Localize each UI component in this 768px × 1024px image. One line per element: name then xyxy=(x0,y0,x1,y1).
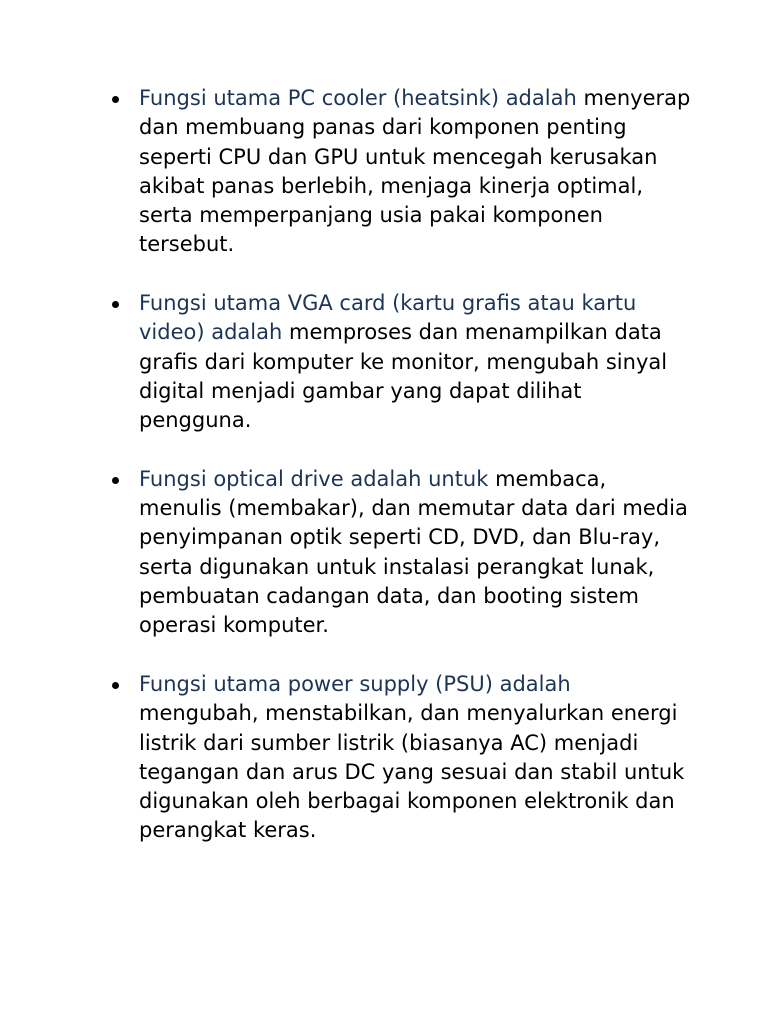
list-item-text xyxy=(139,670,692,846)
item-link[interactable]: Fungsi utama VGA card (kartu grafis atau kartu video) adalah xyxy=(139,291,637,345)
bullet-icon xyxy=(112,96,119,103)
list-item xyxy=(112,84,692,260)
bullet-list xyxy=(112,84,692,875)
item-link[interactable]: Fungsi optical drive adalah untuk xyxy=(139,466,489,491)
list-item-text xyxy=(139,84,692,260)
list-item xyxy=(112,670,692,846)
list-item-text xyxy=(139,289,692,435)
item-description: menyerap dan membuang panas dari komponen penting seperti CPU dan GPU untuk mencegah kerusakan akibat panas berlebih, menjaga kinerja optimal, serta memperpanjang usia pakai komponen tersebut. xyxy=(139,86,691,257)
item-description: mengubah, menstabilkan, dan menyalurkan energi listrik dari sumber listrik (biasanya AC) menjadi tegangan dan arus DC yang sesuai dan stabil untuk digunakan oleh berbagai komponen elektronik dan perangkat keras. xyxy=(139,701,685,843)
item-description: memproses dan menampilkan data grafis dari komputer ke monitor, mengubah sinyal digital menjadi gambar yang dapat dilihat pengguna. xyxy=(139,320,668,433)
list-item xyxy=(112,465,692,641)
list-item-text xyxy=(139,465,692,641)
item-link[interactable]: Fungsi utama PC cooler (heatsink) adalah xyxy=(139,86,577,110)
list-item xyxy=(112,289,692,435)
bullet-icon xyxy=(112,682,119,689)
item-link[interactable]: Fungsi utama power supply (PSU) adalah xyxy=(139,671,571,696)
bullet-icon xyxy=(112,477,119,484)
bullet-icon xyxy=(112,301,119,308)
item-description: membaca, menulis (membakar), dan memutar data dari media penyimpanan optik seperti CD, DVD, dan Blu-ray, serta digunakan untuk instalasi perangkat lunak, pembuatan cadangan data, dan booting sistem operasi komputer. xyxy=(139,466,688,638)
